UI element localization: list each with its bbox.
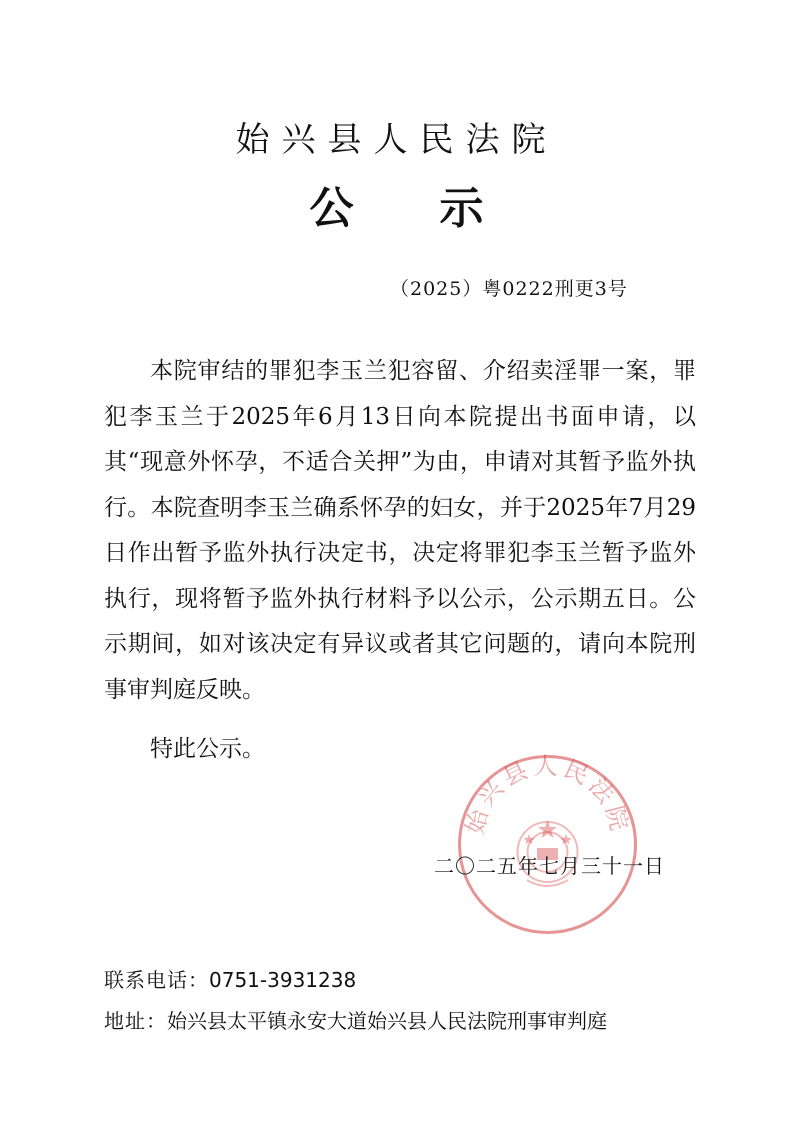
contact-address: 始兴县太平镇永安大道始兴县人民法院刑事审判庭 — [167, 1009, 607, 1033]
contact-address-label: 地址： — [104, 1009, 167, 1033]
seal-text: 始兴县人民法院 — [460, 752, 635, 838]
court-name: 始兴县人民法院 — [235, 120, 558, 160]
court-seal-icon — [455, 752, 640, 937]
issue-date: 二〇二五年七月三十一日 — [434, 854, 665, 878]
contact-phone-row — [104, 964, 356, 993]
closing-text: 特此公示。 — [150, 736, 265, 762]
contact-phone-label: 联系电话： — [104, 968, 209, 992]
document-title: 公示 — [309, 183, 570, 234]
body-paragraph: 本院审结的罪犯李玉兰犯容留、介绍卖淫罪一案，罪犯李玉兰于2025年6月13日向本院提出书面申请，以其“现意外怀孕，不适合关押”为由，申请对其暂予监外执行。本院查明李玉兰确系怀孕的妇女，并于2025年7月29日作出暂予监外执行决定书，决定将罪犯李玉兰暂予监外执行，现将暂予监外执行材料予以公示，公示期五日。公示期间，如对该决定有异议或者其它问题的，请向本院刑事审判庭反映。 — [104, 358, 696, 703]
contact-address-row — [104, 1005, 607, 1034]
case-number: （2025）粤0222刑更3号 — [390, 278, 628, 300]
contact-phone: 0751-3931238 — [209, 968, 357, 992]
